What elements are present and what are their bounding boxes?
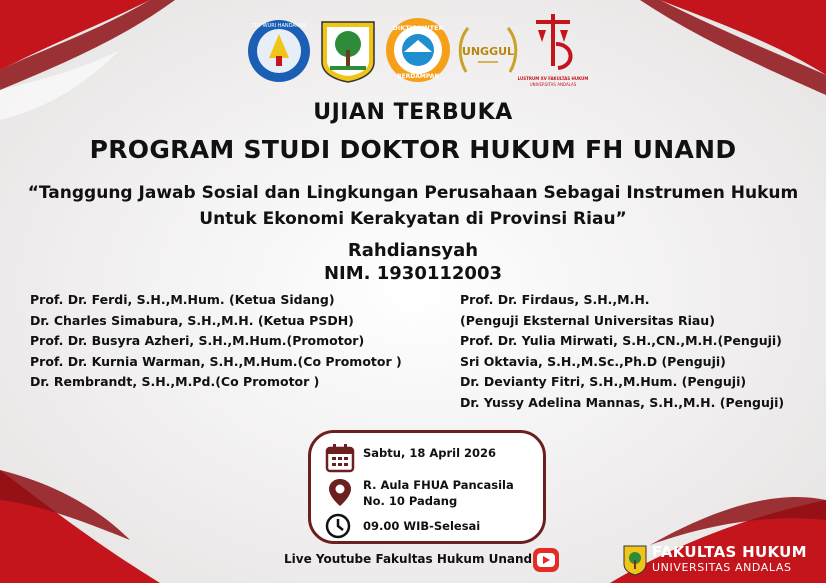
thesis-title-line-2: Untuk Ekonomi Kerakyatan di Provinsi Riau” (199, 209, 627, 229)
event-info-box (308, 430, 546, 544)
lustrum-xv-logo (518, 8, 588, 92)
university-name: UNIVERSITAS ANDALAS (652, 561, 792, 574)
lustrum-text-line2: UNIVERSITAS ANDALAS (529, 82, 577, 87)
committee-list-right (460, 290, 784, 413)
faculty-brand (622, 542, 822, 578)
kemdikbud-logo (246, 18, 312, 84)
committee-member: Prof. Dr. Yulia Mirwati, S.H.,CN.,M.H.(Penguji) (460, 333, 782, 348)
program-title: PROGRAM STUDI DOKTOR HUKUM FH UNAND (89, 135, 737, 164)
thesis-title (0, 180, 826, 232)
location-pin-icon (325, 477, 355, 507)
logo-row (0, 14, 826, 90)
committee-member: Dr. Devianty Fitri, S.H.,M.Hum. (Penguji) (460, 374, 747, 389)
live-stream-text: Live Youtube Fakultas Hukum Unand (284, 552, 533, 566)
lustrum-text-line1: LUSTRUM XV FAKULTAS HUKUM (518, 76, 588, 81)
committee-member: Prof. Dr. Kurnia Warman, S.H.,M.Hum.(Co Promotor ) (30, 353, 402, 369)
kemdikbud-logo-text: TUT WURI HANDAYANI (251, 23, 307, 29)
event-venue-line-2: No. 10 Padang (363, 494, 458, 508)
youtube-icon[interactable] (532, 547, 560, 573)
unggul-text: UNGGUL (461, 45, 515, 58)
committee-member: Prof. Dr. Firdaus, S.H.,M.H. (460, 292, 650, 307)
clock-icon (325, 513, 351, 539)
calendar-icon (325, 443, 355, 473)
event-title: UJIAN TERBUKA (313, 100, 513, 125)
committee-member: Prof. Dr. Busyra Azheri, S.H.,M.Hum.(Promotor) (30, 333, 365, 348)
event-venue-line-1: R. Aula FHUA Pancasila (363, 478, 514, 492)
candidate-name: Rahdiansyah (347, 240, 479, 261)
diktisaintek-logo (384, 16, 452, 86)
thesis-title-line-1: “Tanggung Jawab Sosial dan Lingkungan Perusahaan Sebagai Instrumen Hukum (27, 183, 799, 203)
committee-member: (Penguji Eksternal Universitas Riau) (460, 312, 715, 328)
committee-member: Dr. Rembrandt, S.H.,M.Pd.(Co Promotor ) (30, 374, 320, 389)
berdampak-text: BERDAMPAK (396, 73, 440, 80)
faculty-name: FAKULTAS HUKUM (652, 543, 807, 561)
committee-member: Dr. Yussy Adelina Mannas, S.H.,M.H. (Penguji) (460, 394, 785, 410)
diktisaintek-text: DIKTISAINTEK (392, 24, 444, 32)
west-sumatra-logo (318, 18, 378, 84)
committee-list-left (30, 290, 402, 393)
committee-member: Dr. Charles Simabura, S.H.,M.H. (Ketua PSDH) (30, 312, 354, 328)
event-date: Sabtu, 18 April 2026 (363, 446, 497, 460)
committee-member: Sri Oktavia, S.H.,M.Sc.,Ph.D (Penguji) (460, 353, 726, 369)
committee-member: Prof. Dr. Ferdi, S.H.,M.Hum. (Ketua Sidang) (30, 292, 335, 307)
candidate-nim: NIM. 1930112003 (323, 263, 503, 284)
unand-emblem-icon (622, 544, 648, 576)
event-time: 09.00 WIB-Selesai (363, 519, 481, 533)
unggul-logo (456, 22, 520, 82)
